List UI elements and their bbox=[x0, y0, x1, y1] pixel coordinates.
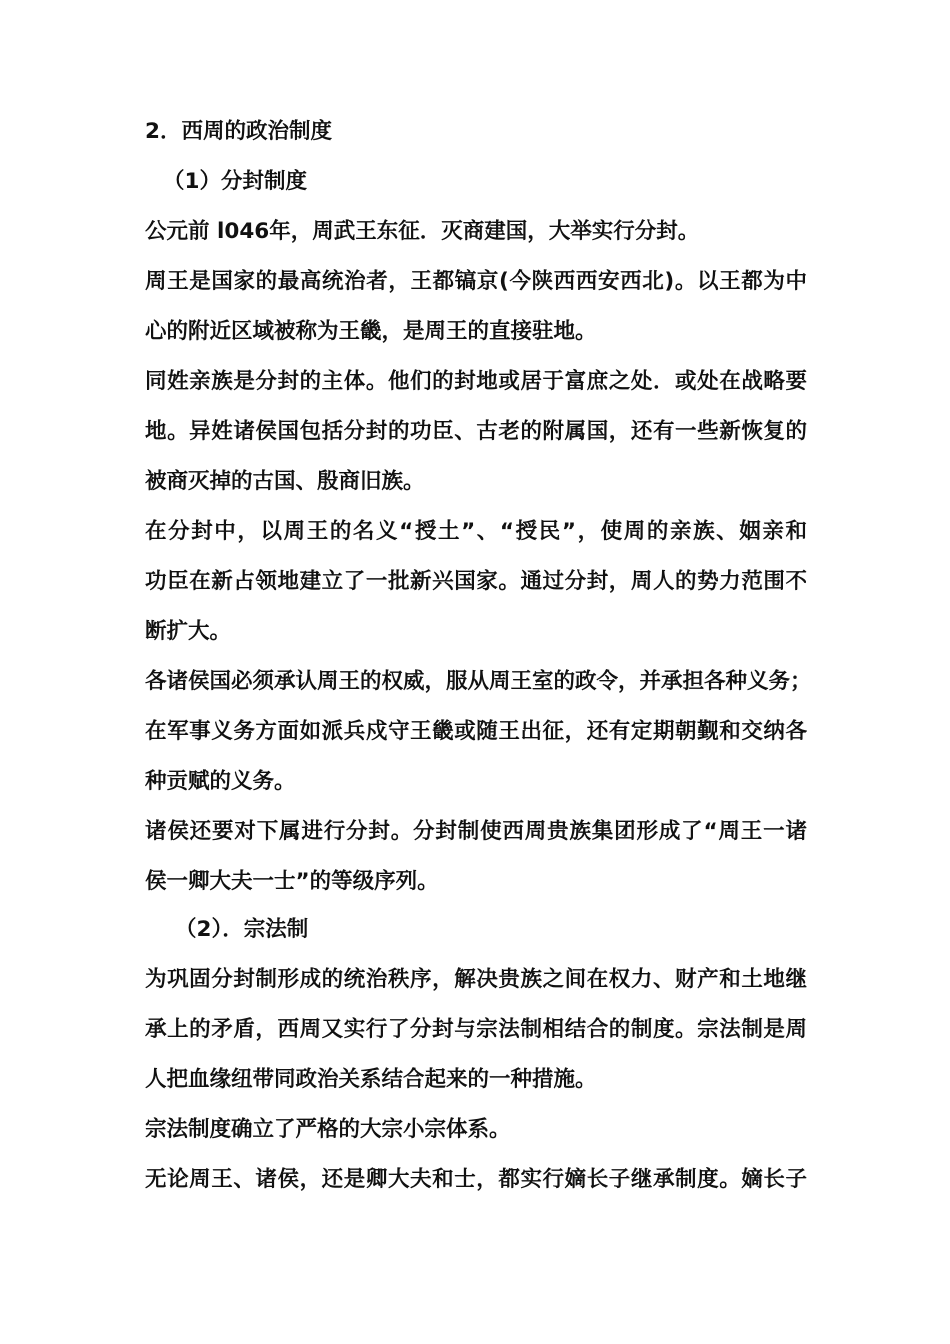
paragraph-line: 人把血缘纽带同政治关系结合起来的一种措施。 bbox=[145, 1067, 597, 1092]
paragraph-line: 为巩固分封制形成的统治秩序，解决贵族之间在权力、财产和土地继 bbox=[145, 967, 807, 992]
paragraph-line: 承上的矛盾，西周又实行了分封与宗法制相结合的制度。宗法制是周 bbox=[145, 1017, 807, 1042]
paragraph-line: 侯一卿大夫一士”的等级序列。 bbox=[145, 869, 439, 894]
paragraph-line: 断扩大。 bbox=[145, 619, 232, 644]
subsection-heading: （1）分封制度 bbox=[163, 169, 307, 194]
paragraph-line: 各诸侯国必须承认周王的权威，服从周王室的政令，并承担各种义务； bbox=[145, 669, 812, 694]
paragraph-line: 无论周王、诸侯，还是卿大夫和士，都实行嫡长子继承制度。嫡长子 bbox=[145, 1167, 807, 1192]
paragraph-line: 在军事义务方面如派兵戍守王畿或随王出征，还有定期朝觐和交纳各 bbox=[145, 719, 807, 744]
paragraph-line: 被商灭掉的古国、殷商旧族。 bbox=[145, 469, 425, 494]
paragraph-line: 周王是国家的最高统治者，王都镐京(今陕西西安西北)。以王都为中 bbox=[145, 269, 807, 294]
paragraph-line: 诸侯还要对下属进行分封。分封制使西周贵族集团形成了“周王一诸 bbox=[145, 819, 807, 844]
paragraph-line: 同姓亲族是分封的主体。他们的封地或居于富庶之处．或处在战略要 bbox=[145, 369, 807, 394]
paragraph-line: 地。异姓诸侯国包括分封的功臣、古老的附属国，还有一些新恢复的 bbox=[145, 419, 807, 444]
paragraph-line: 宗法制度确立了严格的大宗小宗体系。 bbox=[145, 1117, 511, 1142]
paragraph-line: 功臣在新占领地建立了一批新兴国家。通过分封，周人的势力范围不 bbox=[145, 569, 807, 594]
paragraph-line: 心的附近区域被称为王畿，是周王的直接驻地。 bbox=[145, 319, 597, 344]
paragraph-line: 种贡赋的义务。 bbox=[145, 769, 296, 794]
section-heading: 2．西周的政治制度 bbox=[145, 119, 332, 144]
paragraph-line: 公元前 l046年，周武王东征．灭商建国，大举实行分封。 bbox=[145, 219, 700, 244]
subsection-heading: （2）．宗法制 bbox=[175, 917, 309, 942]
paragraph-line: 在分封中，以周王的名义“授土”、“授民”，使周的亲族、姻亲和 bbox=[145, 519, 807, 544]
